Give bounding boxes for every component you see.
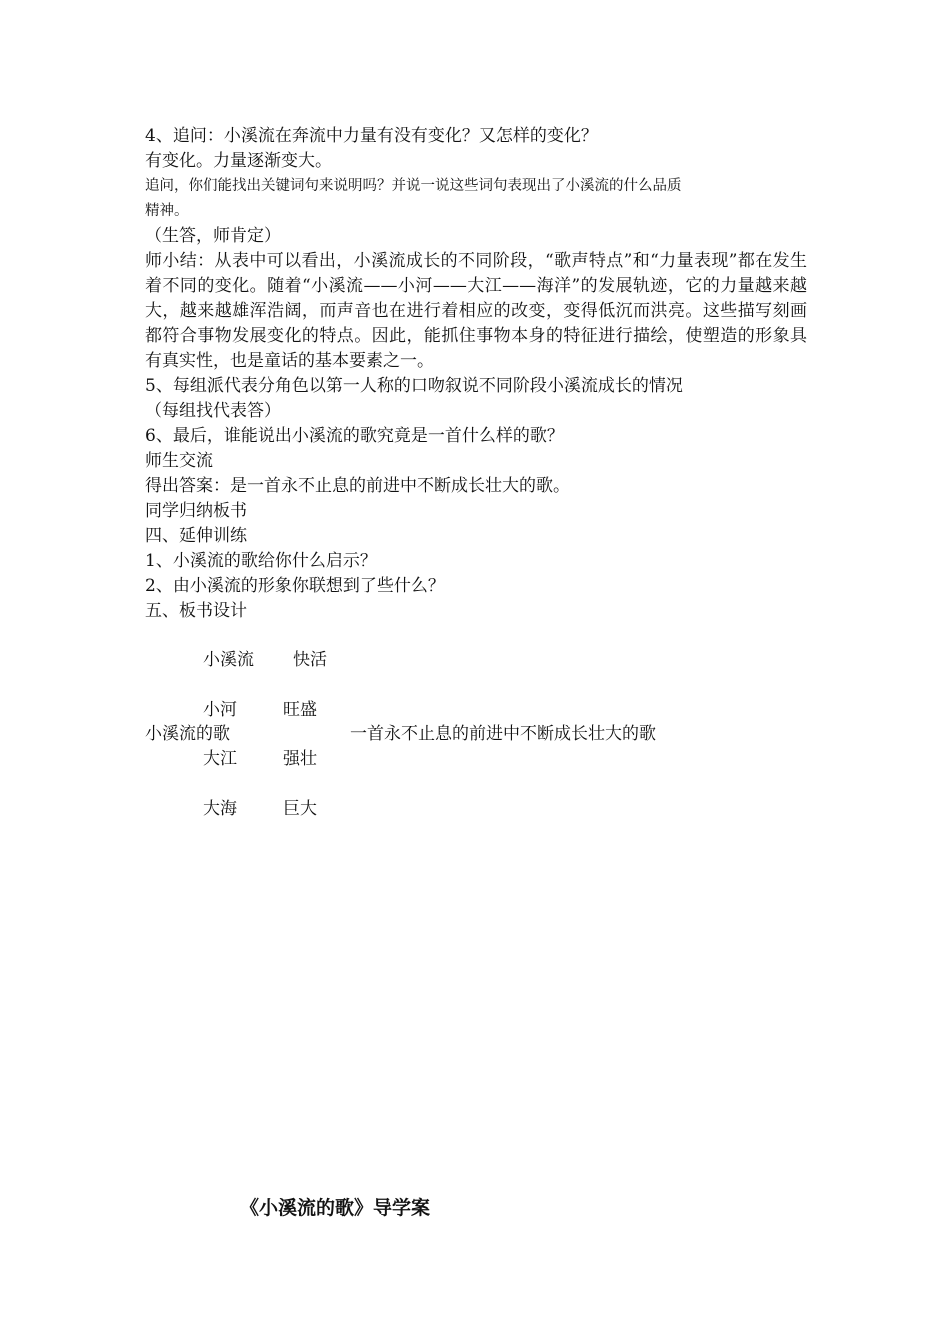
follow-up-question-cont: 精神。	[145, 203, 189, 219]
section-board-design-heading: 五、板书设计	[145, 601, 247, 621]
board-stage-2: 小河	[203, 700, 237, 720]
board-trait-4: 巨大	[283, 799, 317, 819]
board-theme: 一首永不止息的前进中不断成长壮大的歌	[350, 724, 656, 744]
student-answer-note: （生答，师肯定）	[145, 226, 281, 246]
question-6: 6、最后，谁能说出小溪流的歌究竟是一首什么样的歌？	[145, 426, 564, 446]
extension-question-2: 2、由小溪流的形象你联想到了些什么？	[145, 576, 445, 596]
board-song-title: 小溪流的歌	[145, 724, 230, 744]
document-title: 《小溪流的歌》导学案	[240, 1197, 431, 1219]
question-4: 4、追问：小溪流在奔流中力量有没有变化？又怎样的变化？	[145, 126, 598, 146]
board-design	[145, 646, 805, 826]
answer-5: （每组找代表答）	[145, 401, 281, 421]
board-note: 同学归纳板书	[145, 501, 247, 521]
question-5: 5、每组派代表分角色以第一人称的口吻叙说不同阶段小溪流成长的情况	[145, 376, 683, 396]
lesson-content	[145, 124, 810, 624]
board-stage-1: 小溪流	[203, 650, 254, 670]
board-trait-3: 强壮	[283, 749, 317, 769]
board-trait-2: 旺盛	[283, 700, 317, 720]
teacher-summary: 师小结：从表中可以看出，小溪流成长的不同阶段，“歌声特点”和“力量表现”都在发生着不同的变化。随着“小溪流——小河——大江——海洋”的发展轨迹，它的力量越来越大，越来越雄浑浩阔，而声音也在进行着相应的改变，变得低沉而洪亮。这些描写刻画都符合事物发展变化的特点。因此，能抓住事物本身的特征进行描绘，使塑造的形象具有真实性，也是童话的基本要素之一。	[145, 251, 807, 371]
answer-6: 得出答案：是一首永不止息的前进中不断成长壮大的歌。	[145, 476, 570, 496]
board-stage-4: 大海	[203, 799, 237, 819]
follow-up-question: 追问，你们能找出关键词句来说明吗？并说一说这些词句表现出了小溪流的什么品质	[145, 178, 682, 194]
extension-question-1: 1、小溪流的歌给你什么启示？	[145, 551, 377, 571]
section-extension-heading: 四、延伸训练	[145, 526, 247, 546]
answer-4: 有变化。力量逐渐变大。	[145, 151, 332, 171]
board-stage-3: 大江	[203, 749, 237, 769]
teacher-student-exchange: 师生交流	[145, 451, 213, 471]
board-trait-1: 快活	[293, 650, 327, 670]
